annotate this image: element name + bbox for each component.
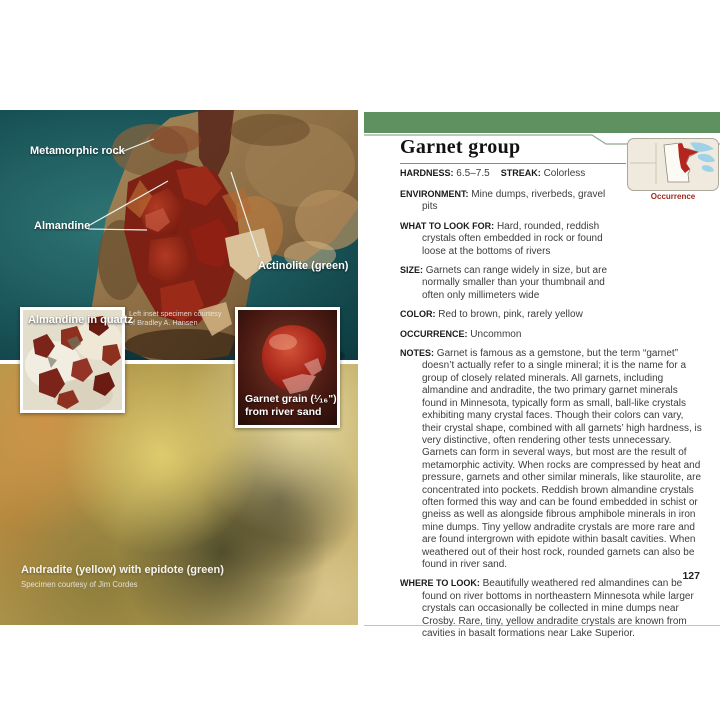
inset-almandine-in-quartz [20, 307, 134, 413]
bottom-photo-caption: Andradite (yellow) with epidote (green) [21, 564, 224, 576]
inset-photo-credit: Left inset specimen courtesy of Bradley A. Hansen [129, 309, 222, 327]
field-environment: ENVIRONMENT: Mine dumps, riverbeds, gravel pits [400, 189, 606, 213]
field-notes: NOTES: Garnet is famous as a gemstone, but the term “garnet” doesn’t actually refer to a single mineral; it is the name for a group of closely related minerals. All garnets, including almandine and andradite, the two primary garnet minerals found in Minnesota, typically form as small, ball-like crystals exhibiting many crystal faces. Though their colors can vary, their crystal shape, combined with all garnets’ high hardness, is very distinctive, often rendering other tests unnecessary. Garnets can form in several ways, but most are the result of metamorphic activity. When rocks are compressed by heat and pressure, garnets and other similar minerals, like staurolite, are concentrated into pockets. Reddish brown almandine crystals often formed this way and can be found embedded in schist or gneiss as well as alongside fibrous amphibole minerals in iron mine dumps. Tiny yellow andradite crystals are more rare and are found intergrown with epidote within basalt cavities. When weathered out of their host rock, rounded garnets can also be found in river sand. [400, 348, 702, 570]
label-almandine: Almandine [34, 220, 91, 232]
hardness-label: HARDNESS: [400, 168, 454, 178]
inset-right-label: Garnet grain (¹⁄₁₆") from river sand [245, 393, 337, 418]
map-caption: Occurrence [650, 192, 696, 201]
book-spread [0, 110, 720, 639]
page-title: Garnet group [400, 136, 521, 158]
field-where-to-look: WHERE TO LOOK: Beautifully weathered red almandines can be found on river bottoms in northeastern Minnesota while larger crystals can occasionally be collected in mine dumps near Crosby. Rare, tiny, yellow andradite crystals are known from cavities in basalt formations near Lake Superior. [400, 578, 694, 639]
label-actinolite: Actinolite (green) [258, 260, 349, 272]
page-number: 127 [682, 570, 700, 582]
hardness-value: 6.5–7.5 [456, 168, 490, 179]
bottom-photo-credit: Specimen courtesy of Jim Cordes [21, 580, 138, 589]
inset-left-label: Almandine in quartz [28, 314, 134, 326]
minnesota-occurrence-map [627, 138, 719, 191]
streak-label: STREAK: [500, 168, 541, 178]
field-color: COLOR: Red to brown, pink, rarely yellow [400, 309, 583, 321]
left-page [0, 110, 358, 625]
inset-garnet-grain [235, 307, 340, 428]
field-what-to-look-for: WHAT TO LOOK FOR: Hard, rounded, reddish crystals often embedded in rock or found loose at the bottoms of rivers [400, 220, 603, 257]
field-size: SIZE: Garnets can range widely in size, but are normally smaller than your thumbnail and often only millimeters wide [400, 265, 608, 301]
right-page [364, 110, 720, 639]
label-metamorphic-rock: Metamorphic rock [30, 145, 125, 157]
field-list [400, 188, 704, 646]
title-rule [400, 163, 626, 164]
field-occurrence: OCCURRENCE: Uncommon [400, 328, 522, 340]
stats-line [400, 168, 585, 179]
streak-value: Colorless [543, 168, 586, 179]
